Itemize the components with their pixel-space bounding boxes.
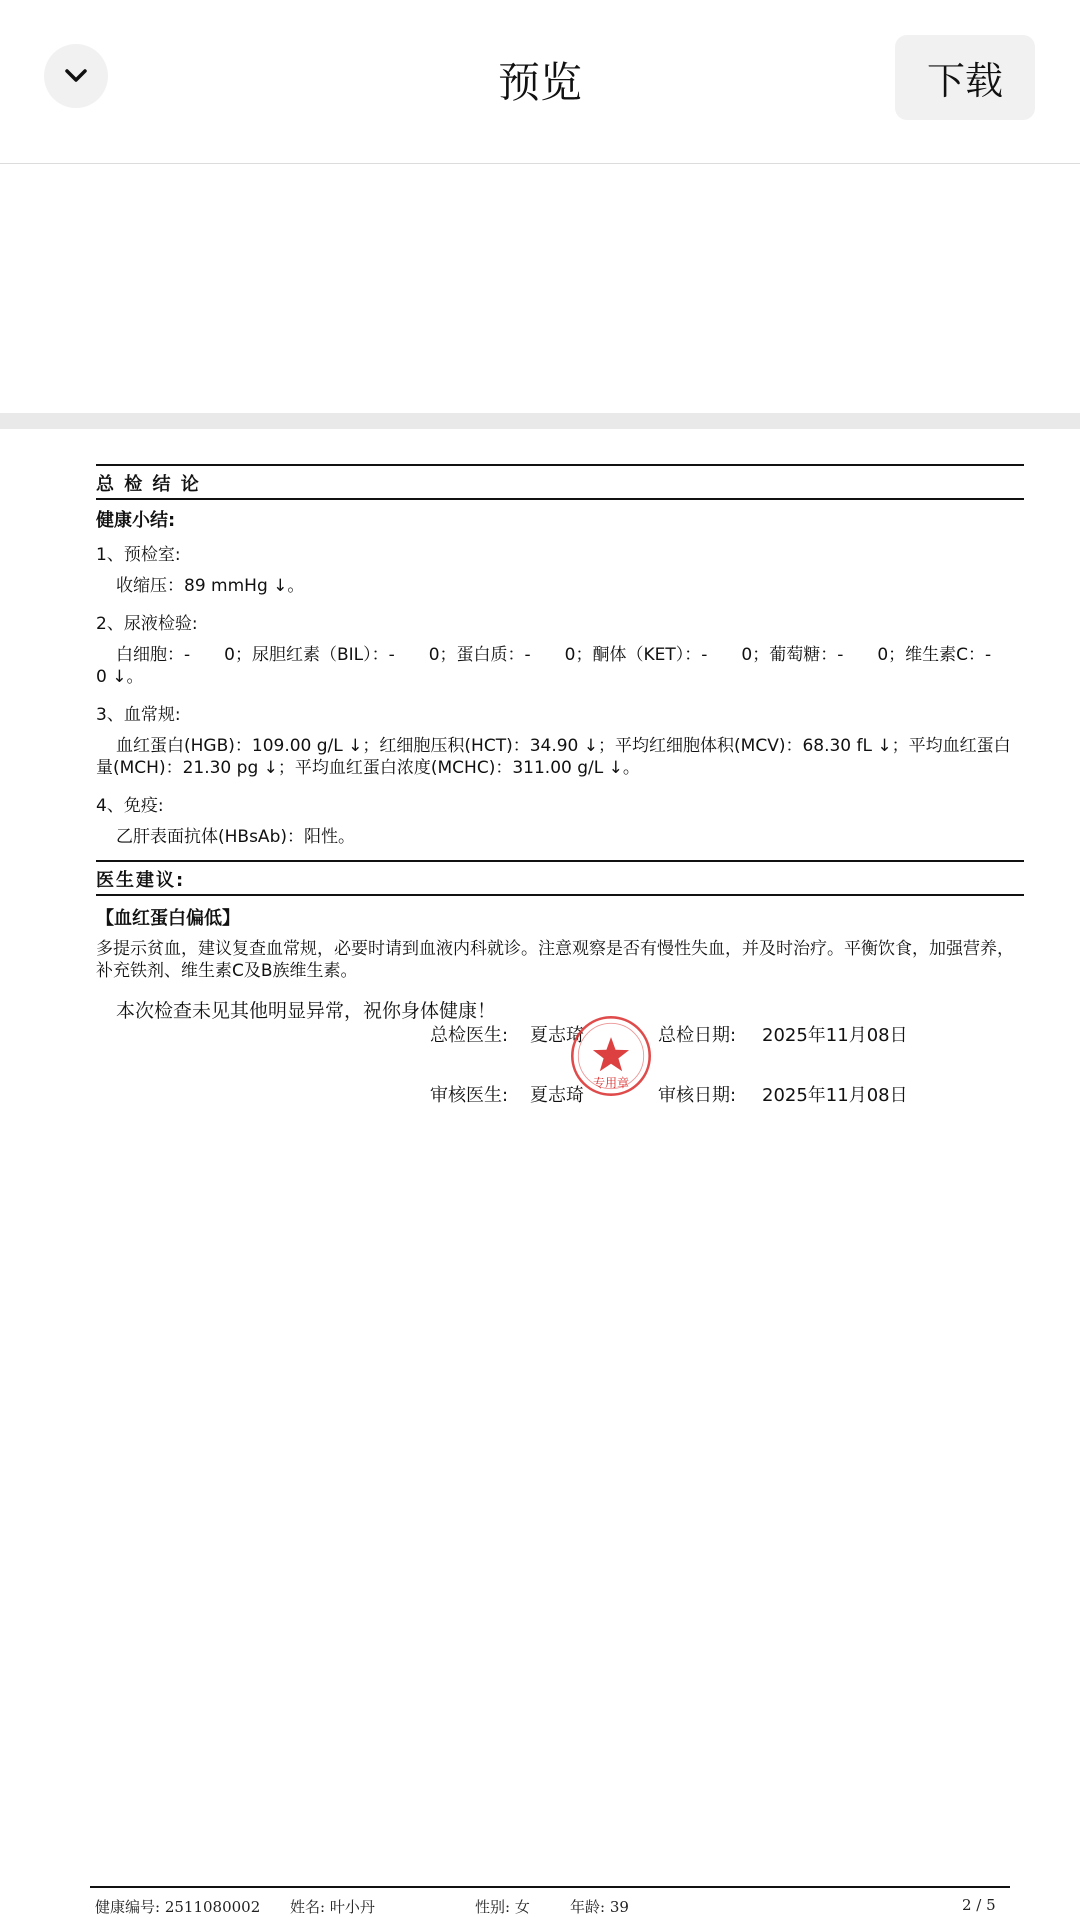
item-head-2: 2、尿液检验: xyxy=(96,614,198,634)
summary-title: 健康小结: xyxy=(96,510,176,531)
footer-name: 姓名: 叶小丹 xyxy=(290,1898,375,1916)
footer-page-number: 2 / 5 xyxy=(962,1896,996,1914)
exam-doctor-label: 总检医生: xyxy=(430,1025,509,1046)
advice-rule-bottom xyxy=(96,894,1024,896)
footer-age: 年龄: 39 xyxy=(570,1898,629,1916)
download-button[interactable]: 下载 xyxy=(895,35,1035,120)
advice-text: 多提示贫血，建议复查血常规，必要时请到血液内科就诊。注意观察是否有慢性失血，并及时治疗。平衡饮食，加强营养，补充铁剂、维生素C及B族维生素。 xyxy=(96,939,1014,981)
review-date-label: 审核日期: xyxy=(658,1085,737,1106)
item-head-1: 1、预检室: xyxy=(96,545,181,565)
item-head-4: 4、免疫: xyxy=(96,796,164,816)
page-title: 预览 xyxy=(497,58,582,107)
page-divider xyxy=(0,413,1080,429)
review-doctor-name: 夏志琦 xyxy=(530,1085,584,1106)
advice-title: 医生建议: xyxy=(96,870,186,891)
item-body-1: 收缩压：89 mmHg ↓。 xyxy=(116,576,305,596)
item-body-4: 乙肝表面抗体(HBsAb)：阳性。 xyxy=(116,827,355,847)
item-body-3: 血红蛋白(HGB)：109.00 g/L ↓；红细胞压积(HCT)：34.90 ↓；平均红细胞体积(MCV)：68.30 fL ↓；平均血红蛋白量(MCH)：21.30 pg ↓；平均血红蛋白浓度(MCHC)：311.00 g/L ↓。 xyxy=(96,736,1011,778)
official-seal-stamp xyxy=(568,1013,654,1099)
review-signature-row xyxy=(430,1081,908,1107)
closing-remark: 本次检查未见其他明显异常，祝你身体健康！ xyxy=(116,1000,497,1022)
item-head-3: 3、血常规: xyxy=(96,705,181,725)
exam-signature-row xyxy=(430,1021,908,1047)
exam-date-label: 总检日期: xyxy=(658,1025,737,1046)
review-doctor-label: 审核医生: xyxy=(430,1085,509,1106)
exam-doctor-name: 夏志琦 xyxy=(530,1025,584,1046)
page-footer xyxy=(90,1886,1010,1916)
report-body xyxy=(96,464,1024,1023)
footer-health-no: 健康编号: 2511080002 xyxy=(95,1898,261,1916)
footer-gender: 性别: 女 xyxy=(475,1898,530,1916)
document-page[interactable] xyxy=(0,429,1080,1917)
review-date: 2025年11月08日 xyxy=(762,1085,908,1106)
stamp-text: 专用章 xyxy=(592,1075,630,1090)
top-bar xyxy=(0,0,1080,164)
exam-date: 2025年11月08日 xyxy=(762,1025,908,1046)
section-title: 总 检 结 论 xyxy=(96,474,201,495)
advice-heading: 【血红蛋白偏低】 xyxy=(96,908,240,929)
previous-page-area xyxy=(0,164,1080,414)
item-body-2: 白细胞：- 0；尿胆红素（BIL）：- 0；蛋白质：- 0；酮体（KET）：- 0；葡萄糖：- 0；维生素C：- 0 ↓。 xyxy=(96,645,1026,687)
section-rule xyxy=(96,498,1024,500)
